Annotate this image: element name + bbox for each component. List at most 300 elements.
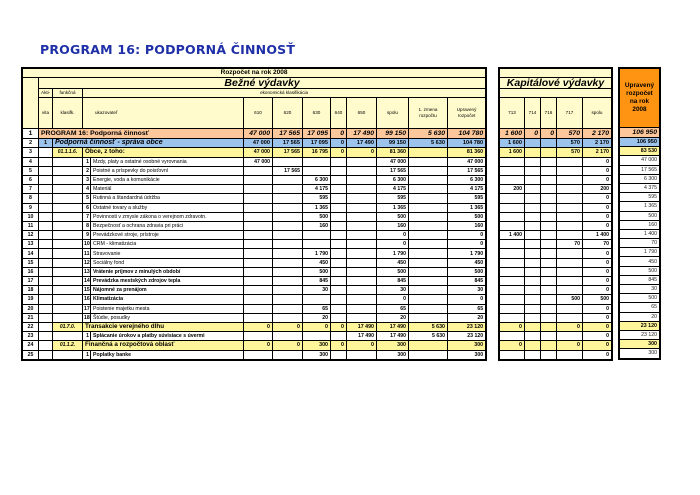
cell-c716	[541, 221, 557, 230]
table-row	[500, 129, 612, 139]
row-indicator: Energie, voda a komunikácie	[91, 175, 244, 184]
table-row	[500, 148, 612, 157]
row-number: 13	[23, 240, 39, 249]
cell-c620: 0	[273, 322, 303, 331]
cell-total: 300	[377, 341, 409, 350]
table-row	[500, 258, 612, 267]
cell-c714	[525, 212, 541, 221]
table-row	[23, 332, 486, 341]
cell-c716	[541, 295, 557, 304]
row-number: 15	[23, 258, 39, 267]
cell-total: 17 490	[377, 332, 409, 341]
table-row	[23, 350, 486, 359]
table-row	[23, 157, 486, 166]
row-number: 24	[23, 341, 39, 350]
row-indicator: Poistné a príspevky do poisťovní	[91, 166, 244, 175]
cell-adjusted: 595	[448, 194, 486, 203]
cell-change	[409, 341, 448, 350]
cell-cap_total: 0	[583, 221, 612, 230]
functional-header: funkčná	[53, 89, 83, 98]
cell-c714	[525, 148, 541, 157]
cell-c610	[244, 175, 273, 184]
cell-c716	[541, 212, 557, 221]
row-functional-class	[53, 194, 83, 203]
cell-c717	[557, 277, 583, 286]
table-row	[23, 148, 486, 157]
row-activity	[39, 341, 53, 350]
cell-c717	[557, 212, 583, 221]
cell-final-budget: 595	[620, 193, 660, 202]
cell-c714	[525, 277, 541, 286]
cell-c640	[331, 286, 347, 295]
cell-c716	[541, 175, 557, 184]
cell-adjusted: 0	[448, 231, 486, 240]
cell-c717	[557, 350, 583, 359]
cell-cap_total: 0	[583, 341, 612, 350]
table-row	[23, 286, 486, 295]
cell-c630: 160	[303, 221, 331, 230]
cell-change	[409, 286, 448, 295]
cell-c714: 0	[525, 129, 541, 139]
cell-c620: 17 565	[273, 129, 303, 139]
cell-final-budget: 23 120	[620, 321, 660, 330]
row-functional-class	[53, 166, 83, 175]
cell-c713	[500, 267, 525, 276]
cell-c640	[331, 175, 347, 184]
cell-c610	[244, 194, 273, 203]
cell-c713	[500, 332, 525, 341]
cell-c714	[525, 304, 541, 313]
table-row	[620, 193, 660, 202]
cell-c640	[331, 249, 347, 258]
cell-c630: 65	[303, 304, 331, 313]
row-indicator: Štúdie, posudky	[91, 313, 244, 322]
cell-cap_total: 0	[583, 277, 612, 286]
row-activity	[39, 240, 53, 249]
cell-c630: 20	[303, 313, 331, 322]
table-row	[620, 266, 660, 275]
cell-cap_total: 2 170	[583, 139, 612, 148]
cell-change	[409, 267, 448, 276]
cell-c716	[541, 267, 557, 276]
table-row	[620, 312, 660, 321]
row-number: 22	[23, 322, 39, 331]
cell-c650	[347, 185, 377, 194]
cell-final-budget: 106 950	[620, 128, 660, 138]
cell-change	[409, 185, 448, 194]
col-717-header: 717	[557, 98, 583, 129]
cell-c714	[525, 249, 541, 258]
cell-c650	[347, 212, 377, 221]
cell-c650: 17 490	[347, 322, 377, 331]
cell-c620	[273, 157, 303, 166]
cell-c717	[557, 203, 583, 212]
cell-total: 0	[377, 240, 409, 249]
cell-final-budget: 160	[620, 220, 660, 229]
cell-c713	[500, 295, 525, 304]
cell-c630	[303, 231, 331, 240]
cell-c650	[347, 258, 377, 267]
cell-c630: 500	[303, 212, 331, 221]
cell-change: 5 630	[409, 129, 448, 139]
table-row	[620, 340, 660, 349]
row-indicator: Ostatné tovary a služby	[91, 203, 244, 212]
row-index: 4	[83, 185, 91, 194]
cell-c713	[500, 313, 525, 322]
row-functional-class	[53, 185, 83, 194]
economic-classification-header: ekonomická klasifikácia	[83, 89, 486, 98]
row-functional-class	[53, 175, 83, 184]
row-activity	[39, 175, 53, 184]
cell-adjusted: 450	[448, 258, 486, 267]
row-activity	[39, 231, 53, 240]
cell-c610	[244, 350, 273, 359]
table-row	[620, 156, 660, 165]
cell-c610	[244, 286, 273, 295]
activity-header: Akti-	[39, 89, 53, 98]
cell-c716	[541, 350, 557, 359]
cell-adjusted: 845	[448, 277, 486, 286]
cell-c714	[525, 322, 541, 331]
cell-c716: 0	[541, 129, 557, 139]
table-row	[23, 267, 486, 276]
cell-c650	[347, 175, 377, 184]
row-activity	[39, 258, 53, 267]
cell-c610	[244, 313, 273, 322]
cell-c630: 300	[303, 341, 331, 350]
cell-total: 0	[377, 295, 409, 304]
cell-change	[409, 249, 448, 258]
adjusted-budget-table	[619, 68, 660, 359]
cell-c714	[525, 203, 541, 212]
row-index: 1	[83, 332, 91, 341]
cell-total: 47 000	[377, 157, 409, 166]
row-number: 3	[23, 148, 39, 157]
table-row	[620, 285, 660, 294]
cell-c650	[347, 231, 377, 240]
current-expenses-header: Bežné výdavky	[39, 78, 486, 89]
col-620-header: 620	[273, 98, 303, 129]
col-total-header: spolu	[377, 98, 409, 129]
cell-adjusted: 17 565	[448, 166, 486, 175]
row-activity	[39, 295, 53, 304]
cell-total: 300	[377, 350, 409, 359]
table-row	[620, 275, 660, 284]
row-functional-class	[53, 295, 83, 304]
cell-c610: 0	[244, 322, 273, 331]
cell-cap_total: 500	[583, 295, 612, 304]
row-indicator: Poplatky banke	[91, 350, 244, 359]
cell-c620	[273, 194, 303, 203]
row-number: 5	[23, 166, 39, 175]
cell-c717	[557, 313, 583, 322]
cell-c610	[244, 295, 273, 304]
cell-total: 1 790	[377, 249, 409, 258]
table-row	[23, 129, 486, 139]
row-index: 12	[84, 259, 90, 266]
cell-c640	[331, 166, 347, 175]
cell-c716	[541, 166, 557, 175]
table-row	[500, 313, 612, 322]
table-row	[23, 231, 486, 240]
cell-cap_total: 0	[583, 175, 612, 184]
cell-c610	[244, 166, 273, 175]
cell-adjusted: 104 780	[448, 129, 486, 139]
cell-cap_total: 0	[583, 267, 612, 276]
cell-change	[409, 221, 448, 230]
cell-c640	[331, 332, 347, 341]
cell-c713	[500, 157, 525, 166]
col-716-header: 716	[541, 98, 557, 129]
cell-cap_total: 0	[583, 166, 612, 175]
cell-c620	[273, 175, 303, 184]
cell-final-budget: 1 400	[620, 229, 660, 238]
cell-final-budget: 47 000	[620, 156, 660, 165]
cell-c650	[347, 267, 377, 276]
cell-c630: 16 795	[303, 148, 331, 157]
cell-cap_total: 0	[583, 212, 612, 221]
cell-c650	[347, 221, 377, 230]
cell-c620	[273, 185, 303, 194]
cell-c650	[347, 295, 377, 304]
cell-c714	[525, 157, 541, 166]
table-row	[620, 303, 660, 312]
row-indicator: Prevádzka mestských zdrojov tepla	[91, 277, 244, 286]
table-row	[620, 239, 660, 248]
cell-adjusted: 6 300	[448, 175, 486, 184]
table-row	[23, 203, 486, 212]
cell-c716	[541, 157, 557, 166]
cell-c716	[541, 249, 557, 258]
cell-c713	[500, 277, 525, 286]
row-activity	[39, 332, 53, 341]
cell-c650	[347, 286, 377, 295]
cell-c640	[331, 185, 347, 194]
cell-c650	[347, 157, 377, 166]
cell-cap_total: 0	[583, 286, 612, 295]
table-row	[500, 194, 612, 203]
cell-c640	[331, 203, 347, 212]
col-650-header: 650	[347, 98, 377, 129]
cell-c640	[331, 350, 347, 359]
cell-c610	[244, 240, 273, 249]
cell-change	[409, 304, 448, 313]
cell-c620	[273, 313, 303, 322]
cell-c610	[244, 185, 273, 194]
cell-cap_total: 0	[583, 332, 612, 341]
table-row	[620, 248, 660, 257]
cell-c620	[273, 304, 303, 313]
cell-c714	[525, 313, 541, 322]
row-indicator: Prevádzkové stroje, prístroje	[91, 231, 244, 240]
cell-c714	[525, 185, 541, 194]
cell-cap_total: 0	[583, 313, 612, 322]
row-activity	[39, 313, 53, 322]
cell-final-budget: 6 300	[620, 174, 660, 183]
table-row	[23, 258, 486, 267]
row-functional-class	[53, 231, 83, 240]
cell-cap_total: 200	[583, 185, 612, 194]
cell-c640	[331, 267, 347, 276]
cell-c713	[500, 166, 525, 175]
cell-adjusted: 500	[448, 267, 486, 276]
cell-c640: 0	[331, 148, 347, 157]
cell-change: 5 630	[409, 322, 448, 331]
cell-c640	[331, 157, 347, 166]
cell-c630: 595	[303, 194, 331, 203]
activity-header-2: vita	[39, 98, 53, 129]
row-number: 11	[23, 221, 39, 230]
cell-c717: 70	[557, 240, 583, 249]
cell-c610	[244, 221, 273, 230]
row-index: 1	[83, 350, 91, 359]
cell-adjusted: 4 175	[448, 185, 486, 194]
row-indicator: Splácanie úrokov a platby súvisiace s úvermi	[91, 332, 244, 341]
row-activity	[39, 286, 53, 295]
cell-c640	[331, 221, 347, 230]
cell-c716	[541, 286, 557, 295]
table-row	[500, 166, 612, 175]
cell-c714	[525, 295, 541, 304]
cell-c610	[244, 304, 273, 313]
cell-c714	[525, 350, 541, 359]
table-row	[500, 295, 612, 304]
cell-c714	[525, 139, 541, 148]
row-functional-class	[53, 332, 83, 341]
cell-c650: 17 490	[347, 332, 377, 341]
cell-c610: 47 000	[244, 139, 273, 148]
cell-c630	[303, 332, 331, 341]
table-row	[500, 249, 612, 258]
cell-c630: 4 175	[303, 185, 331, 194]
cell-change	[409, 295, 448, 304]
cell-c630: 30	[303, 286, 331, 295]
cell-c713: 1 400	[500, 231, 525, 240]
cell-c717	[557, 221, 583, 230]
row-number: 17	[23, 277, 39, 286]
cell-c650	[347, 304, 377, 313]
cell-c717: 0	[557, 341, 583, 350]
row-indicator: Sociálny fond	[91, 258, 244, 267]
cell-cap_total: 0	[583, 194, 612, 203]
cell-c610	[244, 277, 273, 286]
cell-c630: 17 095	[303, 129, 331, 139]
cell-c716	[541, 203, 557, 212]
table-row	[23, 341, 486, 350]
table-row	[500, 304, 612, 313]
row-functional-class	[53, 212, 83, 221]
cell-c714	[525, 332, 541, 341]
row-number: 19	[23, 295, 39, 304]
table-row	[620, 138, 660, 147]
cell-c650	[347, 240, 377, 249]
table-row	[23, 240, 486, 249]
cell-total: 4 175	[377, 185, 409, 194]
cell-final-budget: 500	[620, 211, 660, 220]
cell-total: 500	[377, 212, 409, 221]
table-row	[620, 330, 660, 339]
cell-total: 845	[377, 277, 409, 286]
row-indicator: Povinnosti v zmysle zákona o verejnom zdravotn.	[91, 212, 244, 221]
cell-adjusted: 81 360	[448, 148, 486, 157]
cell-total: 99 150	[377, 139, 409, 148]
cell-final-budget: 300	[620, 349, 660, 358]
row-indicator: Podporná činnosť - správa obce	[53, 139, 244, 148]
col-714-header: 714	[525, 98, 541, 129]
cell-c630: 450	[303, 258, 331, 267]
table-row	[620, 165, 660, 174]
row-activity	[39, 166, 53, 175]
cell-final-budget: 1 790	[620, 248, 660, 257]
cell-adjusted: 20	[448, 313, 486, 322]
cell-final-budget: 4 375	[620, 183, 660, 192]
cell-c650	[347, 350, 377, 359]
cell-c714	[525, 175, 541, 184]
cell-c610	[244, 212, 273, 221]
col-adjusted-header	[448, 98, 486, 129]
cell-c716	[541, 194, 557, 203]
cell-c713	[500, 194, 525, 203]
table-row	[23, 139, 486, 148]
cell-c610	[244, 231, 273, 240]
table-row	[23, 194, 486, 203]
cell-c714	[525, 258, 541, 267]
table-row	[620, 220, 660, 229]
table-row	[23, 185, 486, 194]
cell-adjusted: 500	[448, 212, 486, 221]
cell-c620	[273, 231, 303, 240]
cell-c620	[273, 203, 303, 212]
cell-c630: 6 300	[303, 175, 331, 184]
cell-cap_total: 2 170	[583, 148, 612, 157]
cell-c717	[557, 249, 583, 258]
cell-change	[409, 157, 448, 166]
cell-total: 6 300	[377, 175, 409, 184]
cell-change	[409, 277, 448, 286]
cell-final-budget: 20	[620, 312, 660, 321]
row-indicator: Poistenie majetku mesta	[91, 304, 244, 313]
cell-c610	[244, 203, 273, 212]
cell-c717: 570	[557, 148, 583, 157]
row-number: 23	[23, 332, 39, 341]
cell-c717	[557, 166, 583, 175]
table-row	[23, 175, 486, 184]
cell-total: 20	[377, 313, 409, 322]
row-indicator: PROGRAM 16: Podporná činnosť	[39, 129, 244, 139]
cell-c716	[541, 322, 557, 331]
cell-c716	[541, 148, 557, 157]
row-activity	[39, 212, 53, 221]
cell-c640	[331, 212, 347, 221]
cell-c650: 0	[347, 341, 377, 350]
row-number: 1	[23, 129, 39, 139]
row-functional-class	[53, 350, 83, 359]
cell-c610: 0	[244, 341, 273, 350]
cell-adjusted: 160	[448, 221, 486, 230]
cell-c640	[331, 295, 347, 304]
row-number: 12	[23, 231, 39, 240]
row-activity	[39, 157, 53, 166]
table-row	[500, 231, 612, 240]
table-row	[620, 229, 660, 238]
row-activity	[39, 277, 53, 286]
row-activity	[39, 267, 53, 276]
cell-adjusted: 104 780	[448, 139, 486, 148]
cell-c717	[557, 185, 583, 194]
final-budget-header: Upravený rozpočet na rok 2008	[620, 69, 660, 128]
row-index: 1	[83, 157, 91, 166]
cell-c640: 0	[331, 341, 347, 350]
